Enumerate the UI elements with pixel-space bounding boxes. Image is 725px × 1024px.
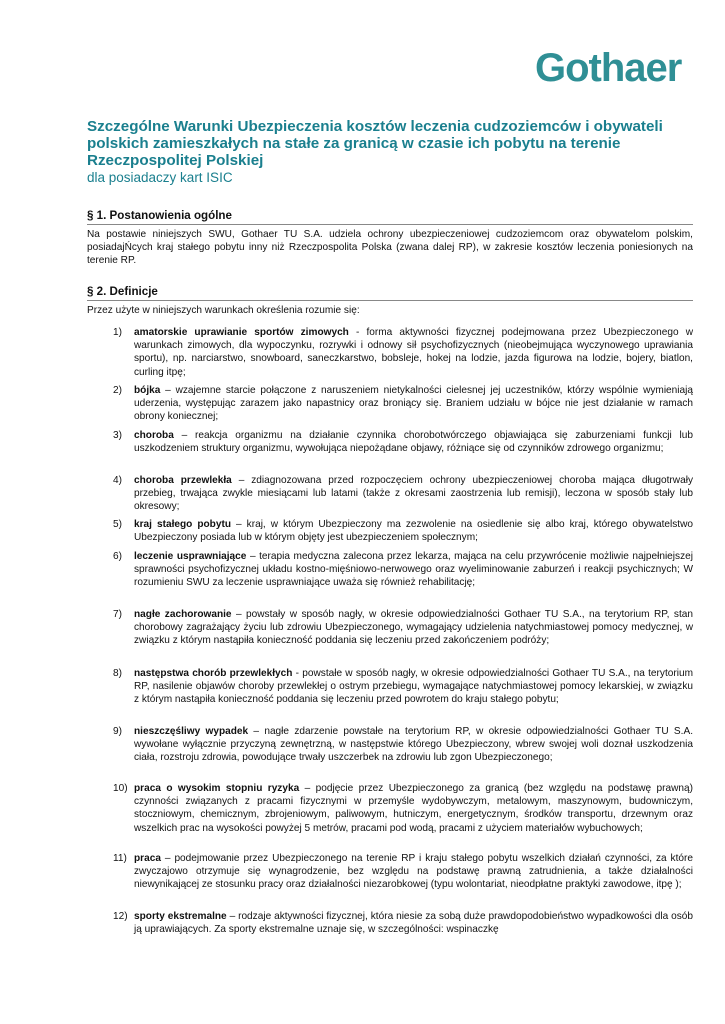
item-text: – podjęcie przez Ubezpieczonego za granicą (bez względu na podstawę prawną) czynności związanych z pracami fizycznymi w przemyśle wydobywczym, metalowym, maszynowym, budowniczym, stoczniowym, chemicznym, zbrojeniowym, paliwowym, hutniczym, energetycznym, środków transportu, drzewnym oraz wszelkich prac na wysokości powyżej 5 metrów, pracami pod wodą, pracami z użyciem materiałów wybuchowych; [134,783,694,834]
definition-item [113,429,693,455]
item-term: amatorskie uprawianie sportów zimowych [134,327,349,338]
section-1-text: Na postawie niniejszych SWU, Gothaer TU S.A. udziela ochrony ubezpieczeniowej cudzoziemcom oraz obywatelom polskim, posiadajŃcych kraj stałego pobytu inny niż Rzeczpospolita Polska (zwana dalej RP), w zakresie kosztów leczenia poniesionych na terenie RP. [87,229,693,266]
item-text: – rodzaje aktywności fizycznej, która niesie za sobą duże prawdopodobieństwo wypadkowości dla osób ją uprawiających. Za sporty ekstremalne uznaje się, w szczególności: wspinaczkę [134,911,693,936]
item-term: leczenie usprawniające [134,551,247,562]
item-number: 10) [113,783,128,794]
gothaer-logo: Gothaer [535,46,682,90]
definition-item [113,667,693,707]
item-number: 11) [113,853,127,864]
section-2-intro: Przez użyte w niniejszych warunkach określenia rozumie się: [87,305,360,316]
item-term: kraj stałego pobytu [134,519,231,530]
item-text: – powstały w sposób nagły, w okresie odpowiedzialności Gothaer TU S.A., na terytorium RP, stan chorobowy zagrażający życiu lub zdrowiu Ubezpieczonego, wymagający udzielenia natychmiastowej pomocy medycznej, w związku z którym nastąpiła konieczność poddania się leczeniu przed zakończeniem podróży; [134,609,693,647]
definition-item [113,384,693,424]
definition-item [113,518,693,544]
item-number: 9) [113,726,122,737]
section-1-heading: § 1. Postanowienia ogólne [87,209,693,225]
definition-item [113,474,693,514]
definition-item [113,326,693,379]
item-number: 1) [113,327,122,338]
item-text: – kraj, w którym Ubezpieczony ma zezwolenie na osiedlenie się albo kraj, którego obywatelstwo Ubezpieczony posiada lub w którym objęty jest ubezpieczeniem społecznym; [134,519,694,544]
item-text: – wzajemne starcie połączone z naruszeniem nietykalności cielesnej jej uczestników, którzy wspólnie wymieniają uderzenia, występując zarazem jako napastnicy oraz broniący się. Braniem udziału w bójce nie jest działanie w ramach obrony koniecznej; [134,385,693,423]
document-subtitle: dla posiadaczy kart ISIC [87,170,233,185]
item-text: - powstałe w sposób nagły, w okresie odpowiedzialności Gothaer TU S.A., na terytorium RP, nasilenie objawów choroby przewlekłej o ostrym przebiegu, wymagające natychmiastowej pomocy lekarskiej, w związku z którym nastąpiła konieczność poddania się leczeniu przed powrotem do kraju stałego pobytu; [134,668,693,706]
item-term: praca [134,853,161,864]
item-term: nieszczęśliwy wypadek [134,726,249,737]
item-term: sporty ekstremalne [134,911,227,922]
document-title: Szczególne Warunki Ubezpieczenia kosztów leczenia cudzoziemców i obywateli polskich zamieszkałych na stałe za granicą w czasie ich pobytu na terenie Rzeczpospolitej Polskiej [87,118,663,169]
item-term: praca o wysokim stopniu ryzyka [134,783,300,794]
definition-item [113,910,693,936]
definition-item [113,725,693,765]
item-term: choroba przewlekła [134,475,232,486]
item-text: - forma aktywności fizycznej podejmowana przez Ubezpieczonego w warunkach zimowych, dla wypoczynku, rozrywki i odnowy sił psychofizycznych (nieobejmująca wyczynowego uprawiania sportu), np. narciarstwo, snowboard, saneczkarstwo, bobsleje, hokej na lodzie, jazda figurowa na lodzie, bojery, biatlon, curling itpę; [134,327,693,378]
item-text: – terapia medyczna zalecona przez lekarza, mająca na celu przywrócenie możliwie najpełniejszej sprawności psychofizycznej układu kostno-mięśniowo-nerwowego oraz wyeliminowanie zaburzeń i reakcji psychicznych; W rozumieniu SWU za leczenie usprawniające uważa się również rehabilitację; [134,551,693,589]
definition-item [113,782,693,835]
item-number: 3) [113,430,122,441]
item-number: 8) [113,668,122,679]
item-number: 5) [113,519,122,530]
item-number: 4) [113,475,122,486]
item-text: – reakcja organizmu na działanie czynnika chorobotwórczego objawiająca się zaburzeniami funkcji lub uszkodzeniem struktury organizmu, wywołująca niepożądane objawy, różniące się od czynników zdrowego organizmu; [134,430,693,455]
section-2-heading: § 2. Definicje [87,285,693,301]
item-number: 7) [113,609,122,620]
item-term: następstwa chorób przewlekłych [134,668,293,679]
definition-item [113,550,693,590]
item-number: 2) [113,385,122,396]
item-term: choroba [134,430,174,441]
item-text: – nagłe zdarzenie powstałe na terytorium RP, w okresie odpowiedzialności Gothaer TU S.A. wywołane wyłącznie przyczyną zewnętrzną, w następstwie którego Ubezpieczony, wbrew swojej woli doznał uszkodzenia ciała, rozstroju zdrowia, powodujące trwały uszczerbek na zdrowiu lub zgon Ubezpieczonego; [134,726,693,764]
definition-item [113,608,693,648]
item-text: – podejmowanie przez Ubezpieczonego na terenie RP i kraju stałego pobytu wszelkich działań czynności, za które zwyczajowo otrzymuje się wynagrodzenie, bez względu na podstawę prawną zatrudnienia, a także działalności niewynikającej ze stosunku pracy oraz działalności niezarobkowej (typu wolontariat, nieodpłatne praktyki zawodowe, itpę ); [134,853,693,891]
item-text: – zdiagnozowana przed rozpoczęciem ochrony ubezpieczeniowej choroba mająca długotrwały przebieg, trwająca zwykle miesiącami lub latami (także z okresami zaostrzenia lub remisji), leczona w sposób stały lub okresowy; [134,475,693,513]
item-number: 6) [113,551,122,562]
item-term: nagłe zachorowanie [134,609,232,620]
definition-item [113,852,693,892]
item-number: 12) [113,911,128,922]
item-term: bójka [134,385,161,396]
